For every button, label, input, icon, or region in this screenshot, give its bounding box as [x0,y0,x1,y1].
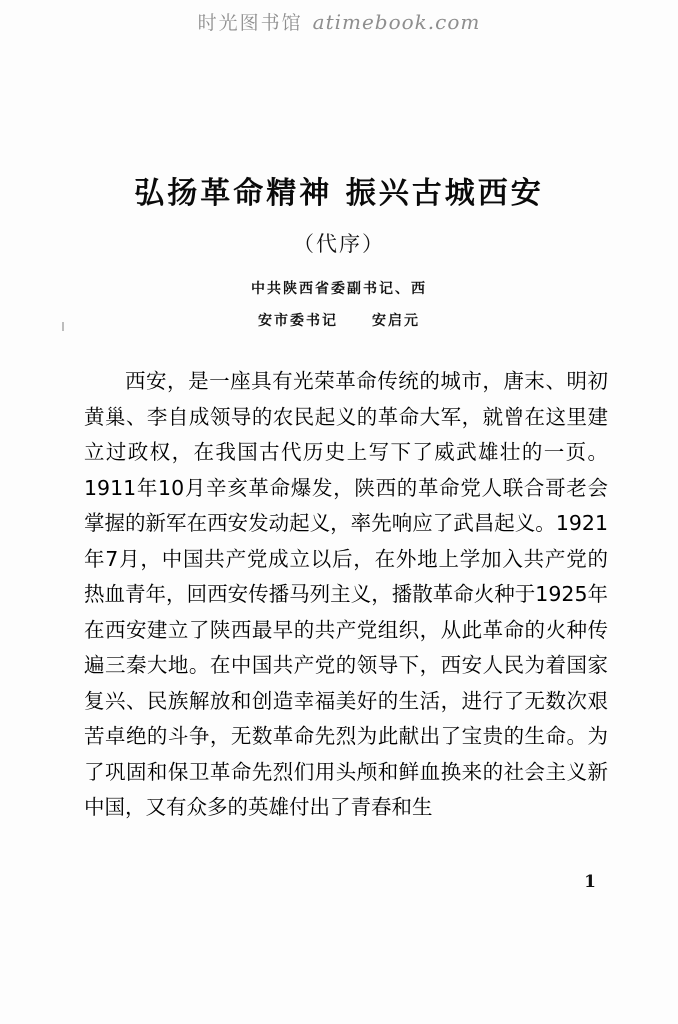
byline-position: 安市委书记 [258,313,338,329]
watermark-site-url: atimebook.com [312,10,481,34]
page-title: 弘扬革命精神 振兴古城西安 [134,176,544,211]
page-number: 1 [584,872,596,892]
page-subtitle: （代序） [293,232,385,256]
body-text [84,364,608,826]
watermark-chinese-text: 时光图书馆 [197,12,303,34]
byline-affiliation: 中共陕西省委副书记、西 [251,281,427,297]
byline-author-name: 安启元 [372,313,420,329]
byline [0,278,678,330]
watermark [0,8,678,35]
body-paragraph: 西安，是一座具有光荣革命传统的城市，唐末、明初黄巢、李自成领导的农民起义的革命大军，就曾在这里建立过政权，在我国古代历史上写下了威武雄壮的一页。1911年10月辛亥革命爆发，陕西的革命党人联合哥老会掌握的新军在西安发动起义，率先响应了武昌起义。1921年7月，中国共产党成立以后，在外地上学加入共产党的热血青年，回西安传播马列主义，播散革命火种于1925年在西安建立了陕西最早的共产党组织，从此革命的火种传遍三秦大地。在中国共产党的领导下，西安人民为着国家复兴、民族解放和创造幸福美好的生活，进行了无数次艰苦卓绝的斗争，无数革命先烈为此献出了宝贵的生命。为了巩固和保卫革命先烈们用头颅和鲜血换来的社会主义新中国，又有众多的英雄付出了青春和生 [84,369,608,819]
scan-artifact-mark [62,322,64,331]
